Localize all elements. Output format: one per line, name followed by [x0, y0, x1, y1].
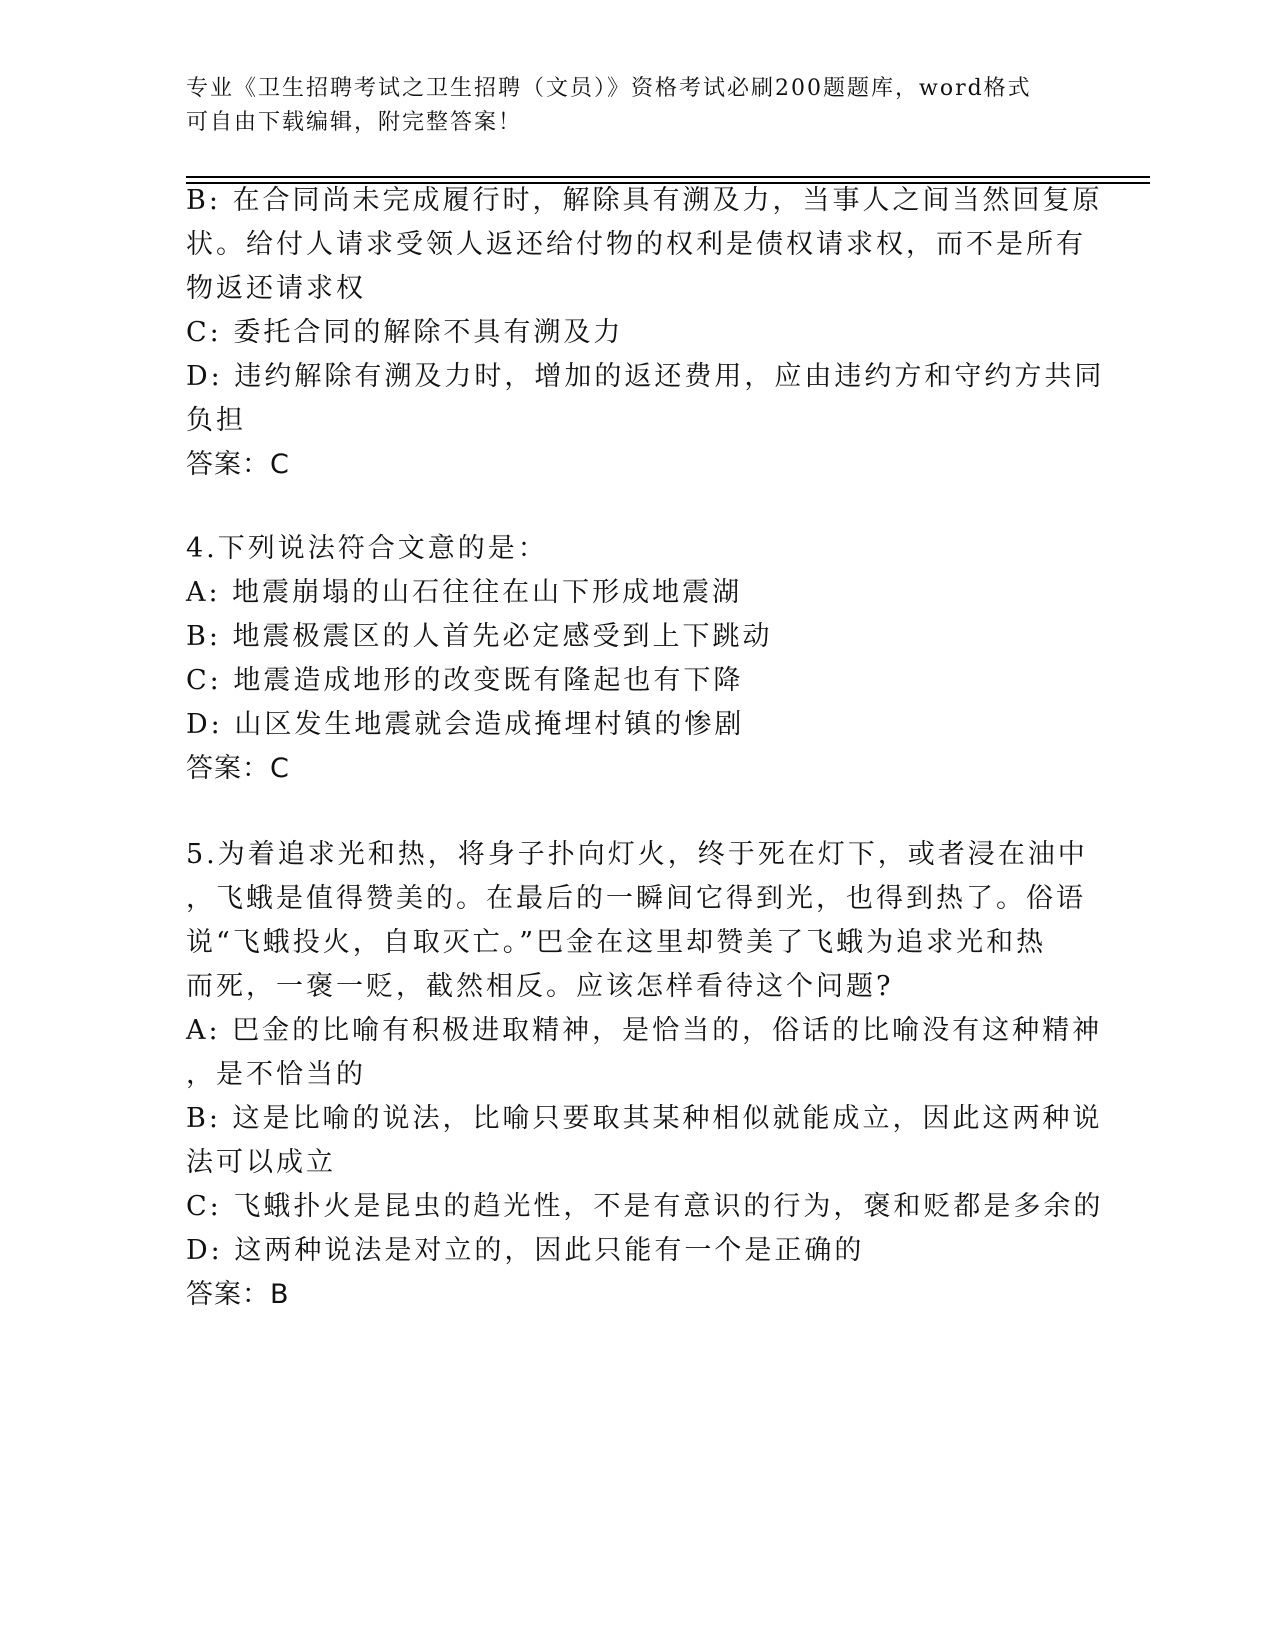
q5-question-line-1: 5.为着追求光和热，将身子扑向灯火，终于死在灯下，或者浸在油中: [186, 839, 1088, 870]
q4-question: 4.下列说法符合文意的是：: [186, 533, 548, 564]
q4-option-b: B: 地震极震区的人首先必定感受到上下跳动: [186, 621, 773, 652]
q5-option-a-line-2: ，是不恰当的: [186, 1059, 366, 1090]
q5-option-d: D: 这两种说法是对立的，因此只能有一个是正确的: [186, 1235, 865, 1266]
document-header: [186, 72, 1086, 140]
q5-option-a-line-1: A: 巴金的比喻有积极进取精神，是恰当的，俗话的比喻没有这种精神: [186, 1015, 1103, 1046]
q3-option-c: C: 委托合同的解除不具有溯及力: [186, 317, 624, 348]
q5-question-line-3: 说“飞蛾投火，自取灭亡。”巴金在这里却赞美了飞蛾为追求光和热: [186, 927, 1047, 958]
header-divider-top: [186, 176, 1150, 178]
header-title-line-1: 专业《卫生招聘考试之卫生招聘（文员）》资格考试必刷200题题库，word格式: [186, 76, 1032, 101]
q3-option-b-line-1: B: 在合同尚未完成履行时，解除具有溯及力，当事人之间当然回复原: [186, 185, 1103, 216]
q3-option-b-line-2: 状。给付人请求受领人返还给付物的权利是债权请求权，而不是所有: [186, 229, 1086, 260]
q5-question-line-2: ，飞蛾是值得赞美的。在最后的一瞬间它得到光，也得到热了。俗语: [186, 883, 1086, 914]
q3-answer: 答案：C: [186, 449, 290, 480]
q4-option-d: D: 山区发生地震就会造成掩埋村镇的惨剧: [186, 709, 745, 740]
q3-option-b-line-3: 物返还请求权: [186, 273, 366, 304]
q5-option-b-line-1: B: 这是比喻的说法，比喻只要取其某种相似就能成立，因此这两种说: [186, 1103, 1103, 1134]
q4-option-a: A: 地震崩塌的山石往往在山下形成地震湖: [186, 577, 743, 608]
q5-answer: 答案：B: [186, 1279, 290, 1310]
q5-option-b-line-2: 法可以成立: [186, 1147, 336, 1178]
q3-option-d-line-2: 负担: [186, 405, 246, 436]
q3-option-d-line-1: D: 违约解除有溯及力时，增加的返还费用，应由违约方和守约方共同: [186, 361, 1105, 392]
q5-option-c: C: 飞蛾扑火是昆虫的趋光性，不是有意识的行为，褒和贬都是多余的: [186, 1191, 1104, 1222]
q5-question-line-4: 而死，一褒一贬，截然相反。应该怎样看待这个问题?: [186, 971, 894, 1002]
header-title-line-2: 可自由下载编辑，附完整答案！: [186, 110, 523, 135]
q4-option-c: C: 地震造成地形的改变既有隆起也有下降: [186, 665, 744, 696]
q4-answer: 答案：C: [186, 753, 290, 784]
